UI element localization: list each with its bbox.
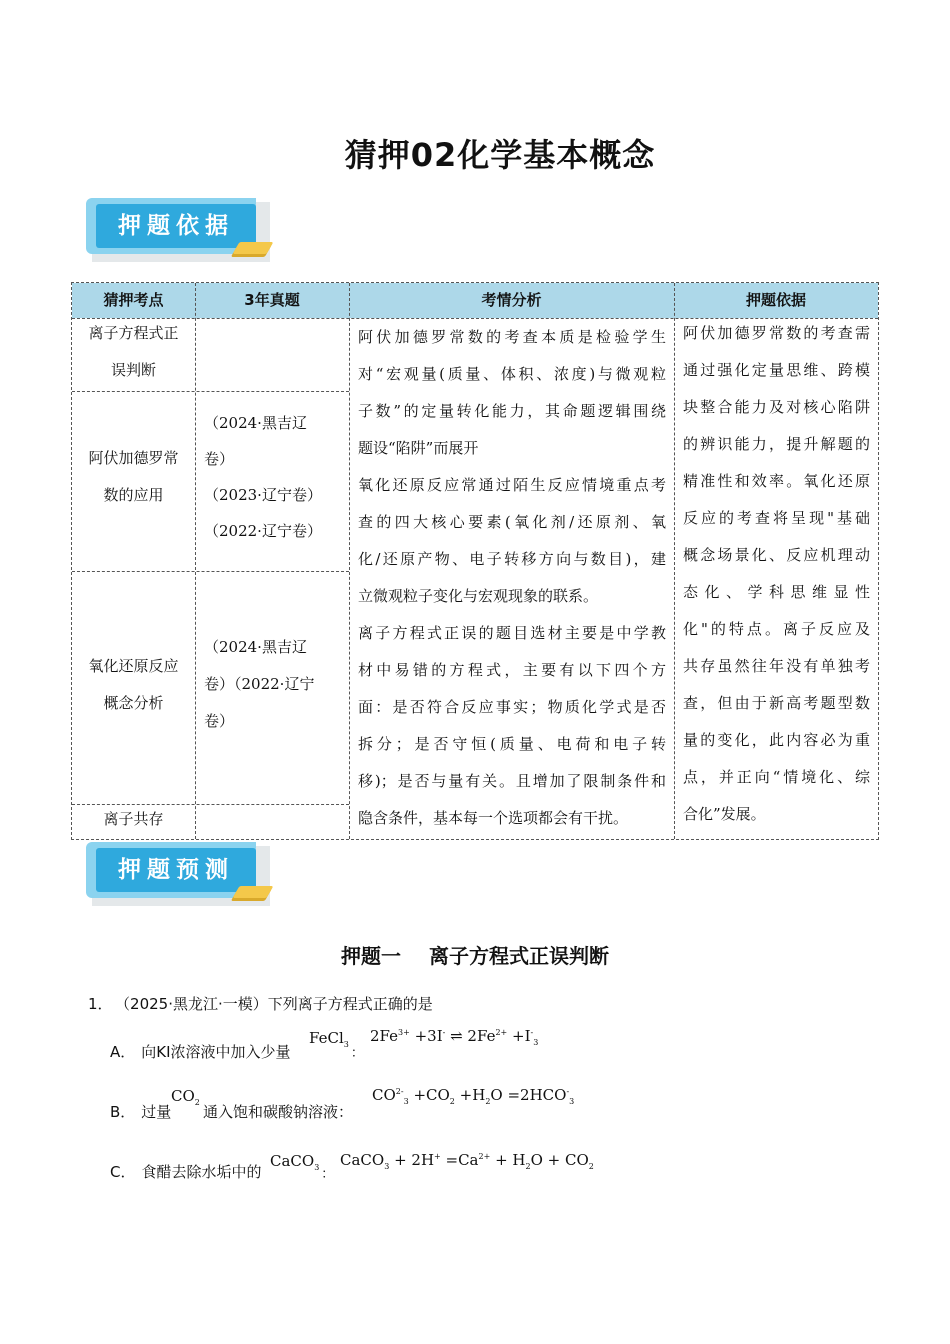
topic-redox: 氧化还原反应 概念分析	[88, 657, 179, 712]
equation-token: 2	[588, 1162, 594, 1171]
equation-token: + H	[490, 1151, 526, 1169]
equation-token: 2	[525, 1162, 531, 1171]
equation-token: +	[434, 1152, 441, 1161]
topic-avogadro: 阿伏加德罗常 数的应用	[88, 449, 179, 504]
equation-token: 2-	[395, 1087, 404, 1096]
option-b-reagent: $CO_2$	[171, 1087, 200, 1107]
equation-token: 2+	[495, 1028, 508, 1037]
equation-token: 3+	[398, 1028, 410, 1037]
equation-token: -	[530, 1028, 534, 1037]
book-icon	[233, 242, 274, 254]
analysis-table	[71, 282, 879, 840]
option-a: A． 向KI浓溶液中加入少量	[110, 1043, 291, 1061]
equation-token: 3	[569, 1097, 575, 1106]
equation-token: -	[442, 1028, 446, 1037]
equation-token: +CO	[408, 1086, 450, 1104]
equation-token: 3	[533, 1038, 539, 1047]
topic-ion-coexist: 离子共存	[103, 810, 164, 828]
banner-label: 押题依据	[96, 204, 256, 248]
years-avogadro: （2024·黑吉辽 卷） （2023·辽宁卷） （2022·辽宁卷）	[204, 414, 322, 540]
equation-token: 3	[384, 1162, 390, 1171]
equation-token: +H	[454, 1086, 486, 1104]
equation-token: 2Fe	[370, 1027, 399, 1045]
option-c: C． 食醋去除水垢中的	[110, 1163, 262, 1181]
banner-label: 押题预测	[96, 848, 256, 892]
option-b: B． 过量	[110, 1103, 172, 1121]
page-title: 猜押02化学基本概念	[344, 136, 656, 174]
header-years: 3年真题	[195, 283, 349, 318]
question-stem: 1． （2025·黑龙江·一模）下列离子方程式正确的是	[88, 995, 433, 1013]
section-banner-basis	[86, 198, 270, 264]
equation-token: O + CO	[530, 1151, 589, 1169]
equation-token: 2	[485, 1097, 491, 1106]
option-b-equation	[372, 1086, 574, 1106]
equation-token: 2+	[478, 1152, 491, 1161]
option-a-reagent: FeCl$_3$：	[309, 1029, 364, 1061]
equation-token: +I	[507, 1027, 531, 1045]
analysis-text: 阿伏加德罗常数的考查本质是检验学生 对“宏观量(质量、体积、浓度)与微观粒 子数”的定量转化能力，其命题逻辑围绕 题设“陷阱”而展开 氧化还原反应常通过陌生反应情境重点考 查的四大核心要素(氧化剂/还原剂、氧 化/还原产物、电子转移方向与数目)，建 立微观粒子变化与宏观现象的联系。 离子方程式正误的题目选材主要是中学教 材中易错的方程式，主要有以下四个方 面：是否符合反应事实；物质化学式是否 拆分；是否守恒(质量、电荷和电子转 移)；是否与量有关。且增加了限制条件和 隐含条件，基本每一个选项都会有干扰。	[358, 328, 666, 827]
years-redox: （2024·黑吉辽 卷）（2022·辽宁 卷）	[204, 638, 315, 730]
section-heading: 押题一 离子方程式正误判断	[341, 944, 609, 968]
option-a-equation	[370, 1027, 538, 1047]
equation-token: 2	[449, 1097, 455, 1106]
topic-ion-equation: 离子方程式正 误判断	[88, 324, 179, 379]
header-basis: 押题依据	[674, 283, 878, 318]
equation-token: 3	[403, 1097, 409, 1106]
header-analysis: 考情分析	[349, 283, 674, 318]
equation-token: =Ca	[440, 1151, 479, 1169]
section-banner-prediction	[86, 842, 270, 908]
equation-token: CaCO	[340, 1151, 385, 1169]
option-b-text: 通入饱和碳酸钠溶液：	[203, 1103, 354, 1121]
equation-token: O =2HCO	[490, 1086, 567, 1104]
header-topic: 猜押考点	[72, 283, 195, 318]
option-c-reagent: CaCO$_3$ ：	[270, 1152, 335, 1182]
basis-text: 阿伏加德罗常数的考查需 通过强化定量思维、跨模 块整合能力及对核心陷阱 的辨识能力，提升解题的 精准性和效率。氧化还原 反应的考查将呈现"基础 概念场景化、反应机理动 态化、学科思维显性 化"的特点。离子反应及 共存虽然往年没有单独考 查，但由于新高考题型数 量的变化，此内容必为重 点，并正向“情境化、综 合化”发展。	[683, 324, 870, 823]
equation-token: + 2H	[389, 1151, 435, 1169]
equation-token: ⇌ 2Fe	[445, 1027, 496, 1045]
equation-token: -	[566, 1087, 570, 1096]
option-c-equation	[340, 1151, 594, 1171]
book-icon	[233, 886, 274, 898]
equation-token: +3I	[409, 1027, 443, 1045]
equation-token: CO	[372, 1086, 396, 1104]
